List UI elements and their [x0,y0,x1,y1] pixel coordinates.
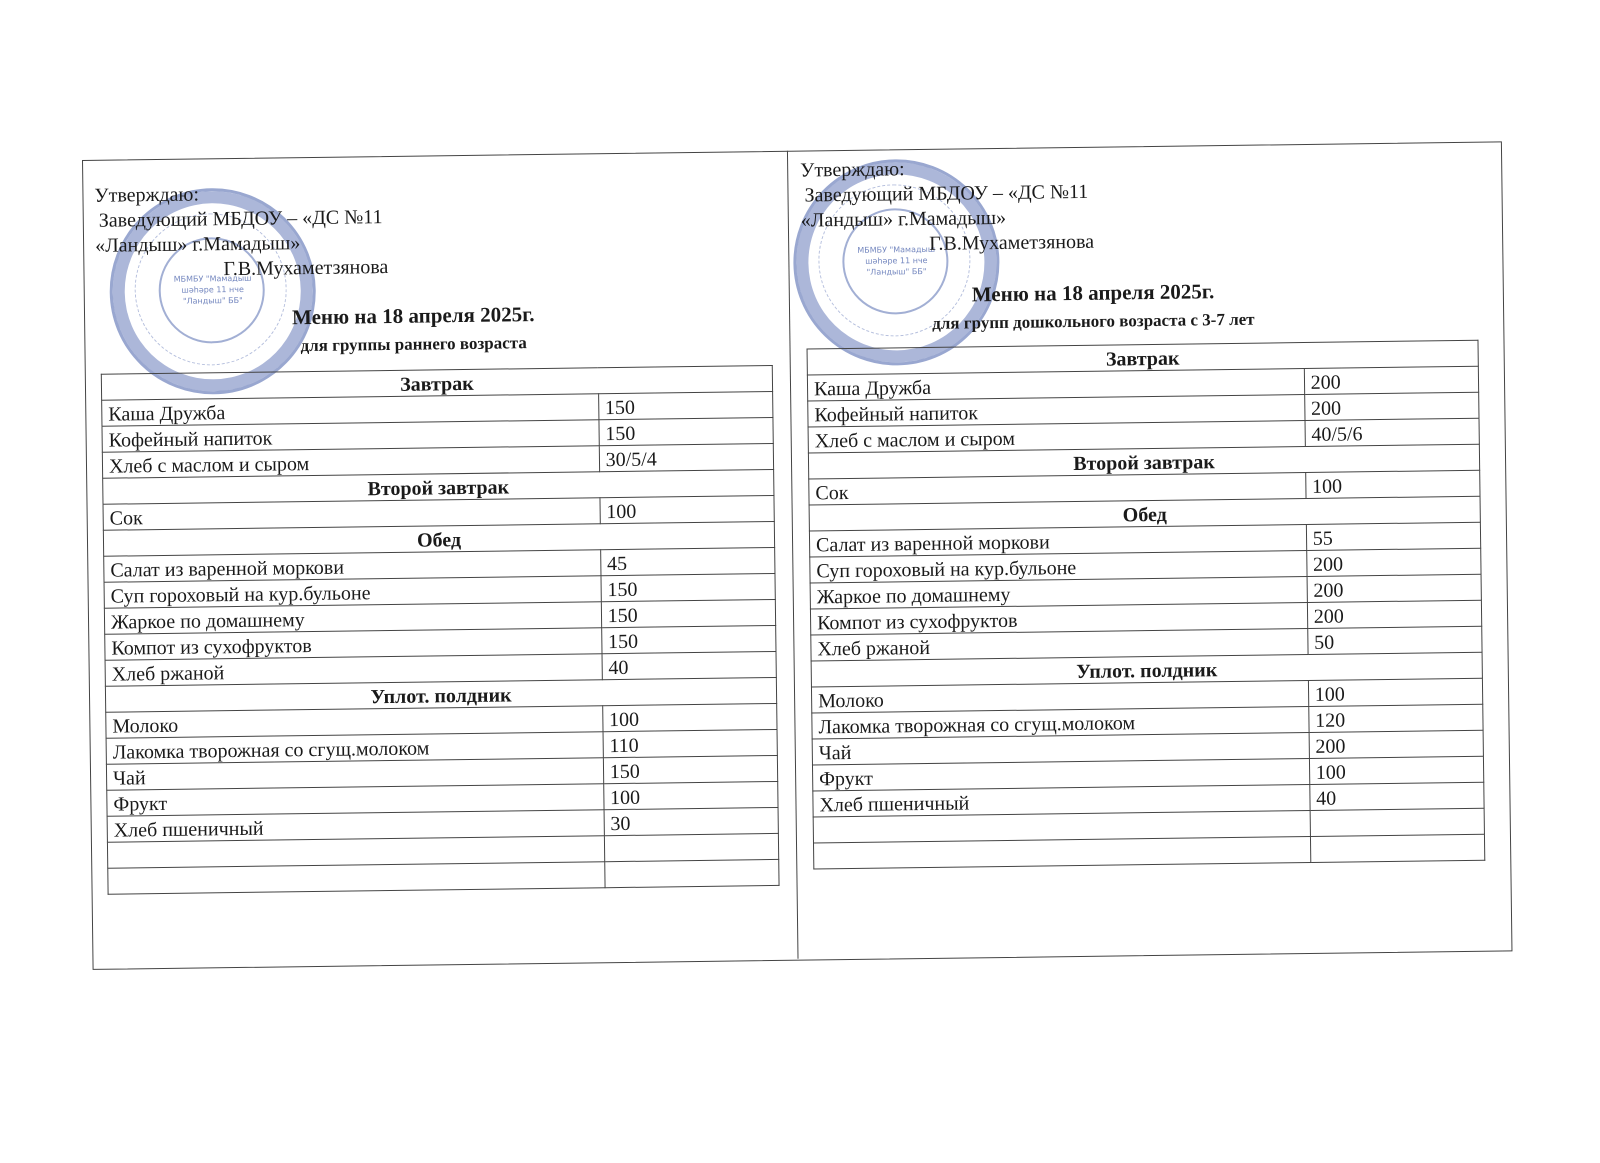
approval-position: Заведующий МБДОУ – «ДС №11 [804,180,1089,207]
dish-portion: 150 [601,573,776,601]
dish-portion: 110 [603,729,778,757]
dish-name: Салат из варенной моркови [104,550,601,582]
approval-signer: Г.В.Мухаметзянова [929,230,1095,255]
section-header: Завтрак [807,340,1478,375]
stamp-text: МБМБУ "Мамадыш шәһәре 11 нче "Ландыш" ББ" [857,244,936,277]
dish-name: Сок [809,473,1306,505]
stamp-text: МБМБУ "Мамадыш шәһәре 11 нче "Ландыш" ББ" [173,273,252,306]
dish-name: Жаркое по домашнему [104,602,601,634]
dish-portion: 45 [600,547,775,575]
dish-name: Каша Дружба [807,369,1304,401]
dish-name: Хлеб пшеничный [107,810,604,842]
empty-cell [1310,834,1485,862]
dish-portion: 55 [1306,522,1481,550]
dish-portion: 120 [1308,704,1483,732]
approval-institution: «Ландыш» г.Мамадыш» [800,206,1007,232]
section-header: Второй завтрак [808,444,1479,479]
section-header: Уплот. полдник [811,652,1482,687]
empty-cell [1310,808,1485,836]
dish-name: Лакомка творожная со сгущ.молоком [106,732,603,764]
menu-title: Меню на 18 апреля 2025г. [971,279,1215,307]
dish-name: Чай [106,758,603,790]
menu-title-block [932,279,1255,334]
dish-portion: 150 [601,625,776,653]
dish-portion: 100 [602,703,777,731]
dish-portion: 100 [600,495,775,523]
approval-block [94,180,388,284]
dish-name: Хлеб пшеничный [813,784,1310,816]
dish-portion: 150 [599,417,774,445]
dish-name: Хлеб ржаной [105,654,602,686]
empty-cell [108,862,605,894]
dish-portion: 40 [602,651,777,679]
dish-portion: 200 [1306,548,1481,576]
dish-name: Хлеб с маслом и сыром [102,446,599,478]
dish-portion: 150 [603,755,778,783]
dish-portion: 30 [604,807,779,835]
dish-portion: 200 [1307,600,1482,628]
dish-name: Суп гороховый на кур.бульоне [104,576,601,608]
approval-label: Утверждаю: [800,158,905,182]
dish-name: Молоко [106,706,603,738]
dish-portion: 150 [598,391,773,419]
dish-name: Жаркое по домашнему [810,577,1307,609]
empty-cell [604,859,779,887]
section-header: Обед [103,521,774,556]
dish-portion: 200 [1309,730,1484,758]
menu-subtitle: для группы раннего возраста [300,333,527,356]
approval-institution: «Ландыш» г.Мамадыш» [94,232,301,257]
empty-cell [604,833,779,861]
dish-portion: 200 [1304,392,1479,420]
dish-name: Фрукт [812,758,1309,790]
dish-name: Компот из сухофруктов [105,628,602,660]
dish-portion: 50 [1307,626,1482,654]
section-header: Уплот. полдник [105,677,776,712]
menu-title: Меню на 18 апреля 2025г. [291,302,535,330]
dish-portion: 100 [1308,678,1483,706]
panel-preschool [800,142,1500,951]
approval-signer: Г.В.Мухаметзянова [223,256,389,281]
dish-name: Салат из варенной моркови [809,525,1306,557]
section-header: Обед [809,496,1480,531]
approval-label: Утверждаю: [94,183,200,207]
dish-portion: 150 [601,599,776,627]
dish-name: Молоко [811,680,1308,712]
dish-portion: 30/5/4 [599,443,774,471]
menu-table [101,365,780,895]
dish-portion: 100 [1309,756,1484,784]
dish-name: Сок [103,498,600,530]
dish-name: Хлеб с маслом и сыром [808,421,1305,453]
dish-name: Хлеб ржаной [811,628,1308,660]
approval-position: Заведующий МБДОУ – «ДС №11 [98,206,383,232]
dish-portion: 100 [1305,470,1480,498]
dish-portion: 100 [603,781,778,809]
panel-early-age [94,151,794,960]
dish-name: Каша Дружба [102,394,599,426]
dish-name: Чай [812,732,1309,764]
dish-name: Суп гороховый на кур.бульоне [810,551,1307,583]
menu-title-block [292,302,535,356]
approval-block [800,155,1094,259]
menu-sheet [82,141,1512,970]
dish-name: Лакомка творожная со сгущ.молоком [812,706,1309,738]
dish-name: Кофейный напиток [102,420,599,452]
dish-name: Кофейный напиток [808,395,1305,427]
section-header: Второй завтрак [103,469,774,504]
dish-portion: 200 [1304,366,1479,394]
empty-cell [814,836,1311,868]
menu-table [807,340,1486,870]
dish-portion: 40 [1309,782,1484,810]
dish-portion: 200 [1307,574,1482,602]
menu-subtitle: для групп дошкольного возраста с 3-7 лет [932,309,1255,333]
dish-name: Фрукт [107,784,604,816]
dish-name: Компот из сухофруктов [810,603,1307,635]
dish-portion: 40/5/6 [1305,418,1480,446]
section-header: Завтрак [101,365,772,400]
